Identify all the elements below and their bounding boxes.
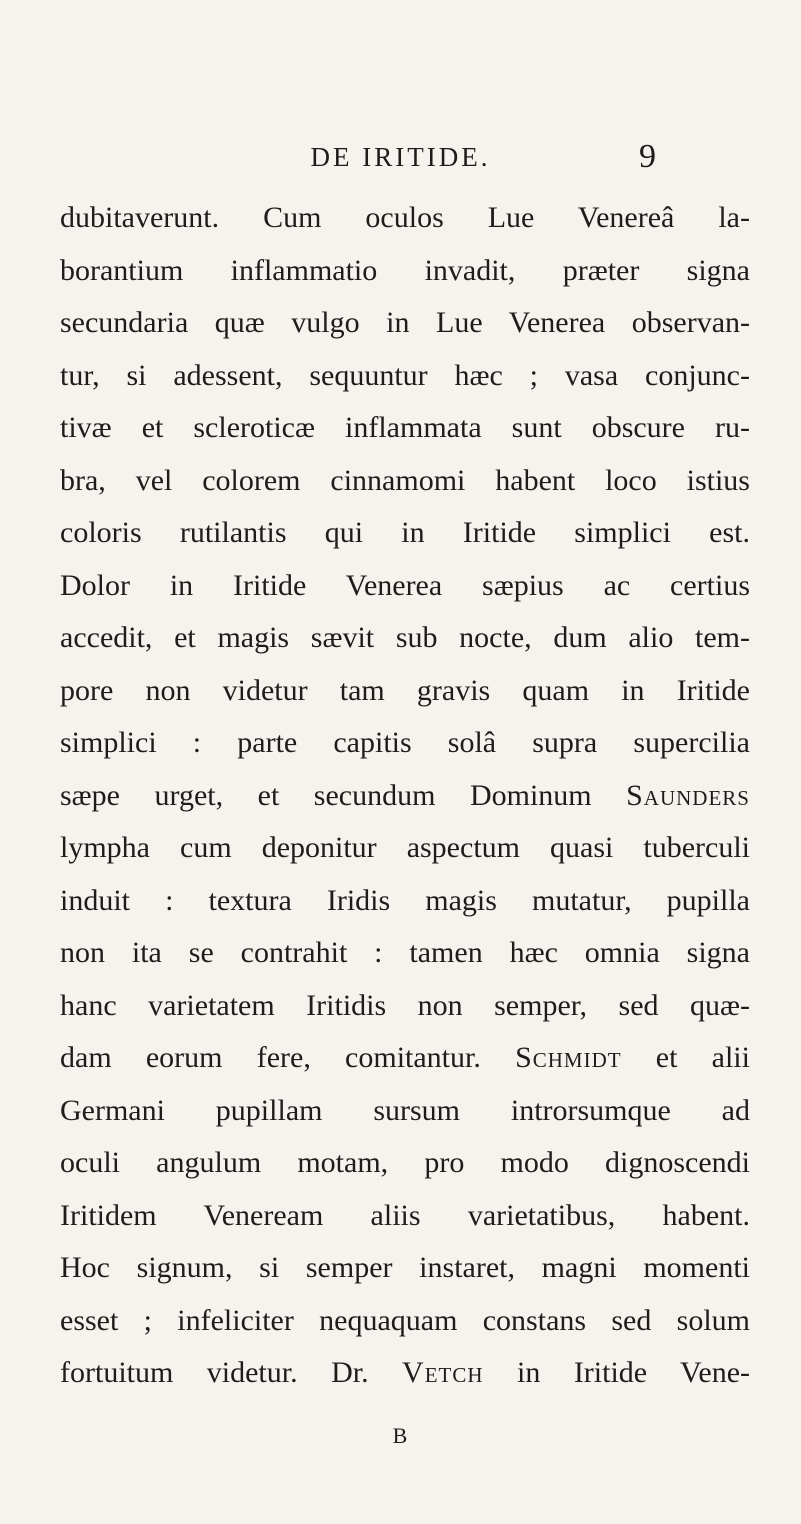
text-line: Dolor in Iritide Venerea sæpius ac certius — [60, 568, 750, 602]
text-line: borantium inflammatio invadit, præter signa — [60, 253, 750, 287]
body-text — [60, 192, 750, 1400]
text-line: hanc varietatem Iritidis non semper, sed quæ- — [60, 988, 750, 1022]
text-line: secundaria quæ vulgo in Lue Venerea observan- — [60, 306, 750, 339]
text-line: simplici : parte capitis solâ supra supercilia — [60, 726, 750, 759]
page-number: 9 — [639, 138, 656, 175]
text-line: tivæ et scleroticæ inflammata sunt obscure ru- — [60, 411, 750, 444]
text-line: accedit, et magis sævit sub nocte, dum alio tem- — [60, 621, 750, 654]
text-line: oculi angulum motam, pro modo dignoscendi — [60, 1146, 750, 1179]
text-line: coloris rutilantis qui in Iritide simplici est. — [60, 516, 750, 549]
text-line: Germani pupillam sursum introrsumque ad — [60, 1093, 750, 1127]
text-line: dubitaverunt. Cum oculos Lue Venereâ la- — [60, 201, 750, 234]
text-line: bra, vel colorem cinnamomi habent loco istius — [60, 463, 750, 497]
small-caps-name: Schmidt — [515, 1041, 622, 1074]
signature-mark: B — [392, 1423, 409, 1448]
text-line: Hoc signum, si semper instaret, magni momenti — [60, 1251, 750, 1284]
text-line: sæpe urget, et secundum Dominum Saunders — [60, 778, 750, 812]
small-caps-name: Vetch — [402, 1356, 484, 1389]
text-line: Iritidem Veneream aliis varietatibus, habent. — [60, 1198, 750, 1232]
running-title: DE IRITIDE. — [310, 142, 491, 172]
text-line: dam eorum fere, comitantur. Schmidt et alii — [60, 1041, 750, 1074]
text-line: fortuitum videtur. Dr. Vetch in Iritide Vene- — [60, 1356, 750, 1389]
text-line: esset ; infeliciter nequaquam constans sed solum — [60, 1303, 750, 1337]
text-line: non ita se contrahit : tamen hæc omnia signa — [60, 936, 750, 969]
text-line: tur, si adessent, sequuntur hæc ; vasa conjunc- — [60, 358, 750, 392]
text-line: induit : textura Iridis magis mutatur, pupilla — [60, 883, 750, 917]
text-line: lympha cum deponitur aspectum quasi tuberculi — [60, 831, 750, 864]
text-line: pore non videtur tam gravis quam in Iritide — [60, 673, 750, 707]
running-head — [0, 138, 801, 182]
small-caps-name: Saunders — [626, 778, 750, 812]
